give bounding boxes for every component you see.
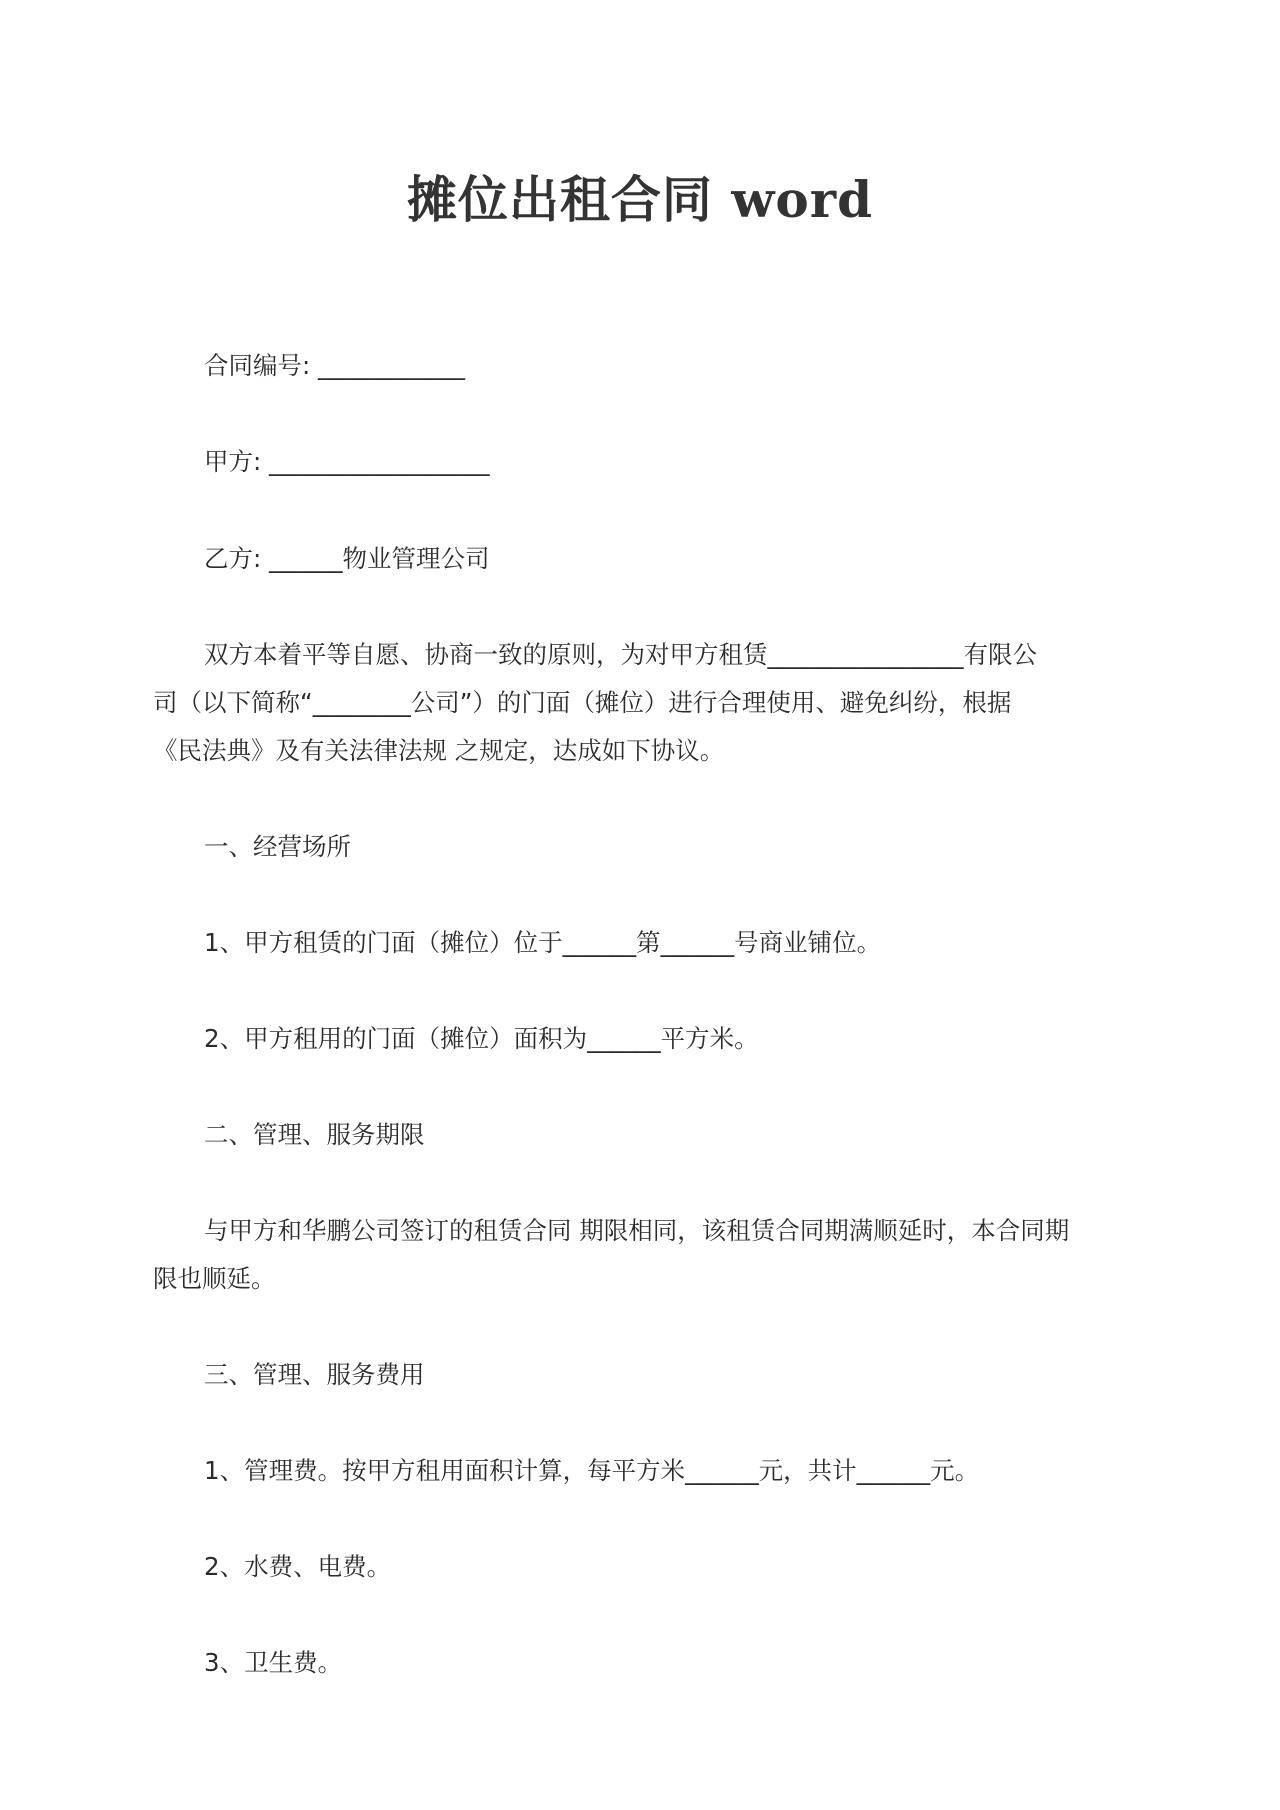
section-2-heading: 二、管理、服务期限: [204, 1120, 425, 1149]
party-b-field: 乙方: ______物业管理公司: [204, 544, 490, 573]
section-3-item-1: 1、管理费。按甲方租用面积计算，每平方米______元，共计______元。: [204, 1456, 980, 1485]
section-3-item-2: 2、水费、电费。: [204, 1552, 392, 1581]
section-2-line-2: 限也顺延。: [153, 1264, 276, 1293]
section-1-heading: 一、经营场所: [204, 832, 351, 861]
preamble-line-3: 《民法典》及有关法律法规 之规定，达成如下协议。: [153, 736, 725, 765]
section-3-heading: 三、管理、服务费用: [204, 1360, 425, 1389]
section-1-item-1: 1、甲方租赁的门面（摊位）位于______第______号商业铺位。: [204, 928, 882, 957]
contract-number-field: 合同编号: ____________: [204, 351, 466, 380]
section-2-line-1: 与甲方和华鹏公司签订的租赁合同 期限相同，该租赁合同期满顺延时，本合同期: [204, 1216, 1070, 1245]
document-title: 摊位出租合同 word: [406, 170, 874, 229]
preamble-line-1: 双方本着平等自愿、协商一致的原则，为对甲方租赁________________有限公: [204, 640, 1037, 669]
preamble-line-2: 司（以下简称“________公司”）的门面（摊位）进行合理使用、避免纠纷，根据: [153, 688, 1012, 717]
section-3-item-3: 3、卫生费。: [204, 1648, 343, 1677]
party-a-field: 甲方: __________________: [204, 447, 490, 476]
section-1-item-2: 2、甲方租用的门面（摊位）面积为______平方米。: [204, 1024, 759, 1053]
